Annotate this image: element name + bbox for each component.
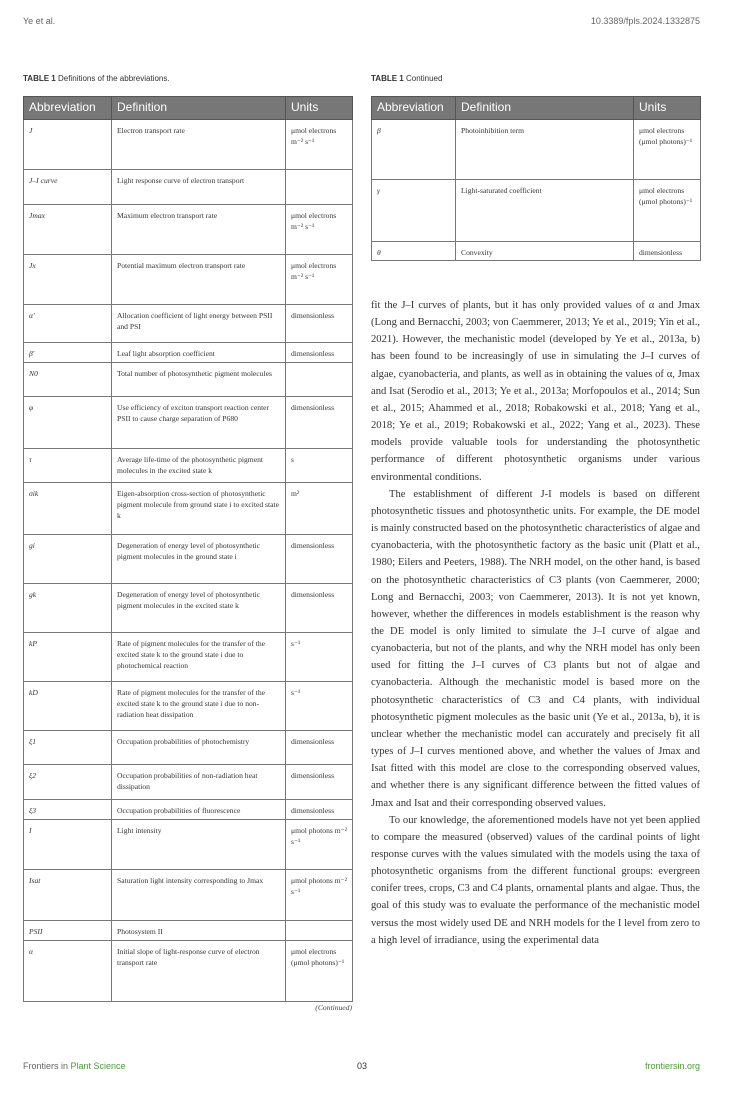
cell-definition: Use efficiency of exciton transport reaction center PSII to cause charge separation of P680	[112, 397, 286, 449]
cell-definition: Leaf light absorption coefficient	[112, 343, 286, 363]
table-row	[24, 765, 353, 800]
table-row	[24, 941, 353, 1002]
table-row	[24, 820, 353, 870]
table1-cont-caption	[371, 74, 442, 83]
cell-abbreviation: kP	[24, 633, 112, 682]
cell-abbreviation: J	[24, 120, 112, 170]
cell-definition: Light response curve of electron transport	[112, 170, 286, 205]
table1-cont-caption-label: TABLE 1	[371, 74, 404, 83]
cell-units: s⁻¹	[286, 682, 353, 731]
table1-caption-label: TABLE 1	[23, 74, 56, 83]
cell-units: dimensionless	[286, 535, 353, 584]
cell-units: dimensionless	[286, 765, 353, 800]
table-row	[24, 800, 353, 820]
cell-definition: Average life-time of the photosynthetic pigment molecules in the excited state k	[112, 449, 286, 483]
cell-abbreviation: Jmax	[24, 205, 112, 255]
cell-units: μmol electrons (μmol photons)⁻¹	[634, 180, 701, 242]
table-row	[24, 633, 353, 682]
footer-journal-prefix: Frontiers in	[23, 1061, 69, 1071]
cell-definition: Photoinhibition term	[456, 120, 634, 180]
cell-abbreviation: α′	[24, 305, 112, 343]
cell-units: μmol electrons (μmol photons)⁻¹	[634, 120, 701, 180]
cell-units	[286, 363, 353, 397]
cell-definition: Maximum electron transport rate	[112, 205, 286, 255]
cell-definition: Rate of pigment molecules for the transfer of the excited state k to the ground state i due to non-radiation heat dissipation	[112, 682, 286, 731]
cell-definition: Occupation probabilities of non-radiation heat dissipation	[112, 765, 286, 800]
cell-abbreviation: θ	[372, 242, 456, 261]
cell-units: dimensionless	[286, 731, 353, 765]
cell-units: dimensionless	[286, 397, 353, 449]
table-row	[372, 242, 701, 261]
table-row	[24, 870, 353, 921]
body-paragraph-3: To our knowledge, the aforementioned models have not yet been applied to compare the measured (observed) values of the cardinal points of light response curves with the values simulated with the models using the taxa of photosynthetic organisms from the different functional groups: evergreen conifer trees, crops, C3 and C4 plants, ornamental plants and algae. Thus, the goal of this study was to evaluate the performance of the mechanistic model versus the most widely used DE and NRH models for the I level from zero to a high level of irradiance, using the experimental data	[371, 814, 700, 946]
table-row	[24, 535, 353, 584]
body-text-column	[371, 297, 700, 1017]
cell-abbreviation: ξ3	[24, 800, 112, 820]
cell-units: m²	[286, 483, 353, 535]
cell-abbreviation: ξ1	[24, 731, 112, 765]
table-row	[24, 449, 353, 483]
cell-definition: Electron transport rate	[112, 120, 286, 170]
col-header-definition: Definition	[456, 97, 634, 120]
cell-abbreviation: σik	[24, 483, 112, 535]
cell-definition: Initial slope of light-response curve of electron transport rate	[112, 941, 286, 1002]
cell-abbreviation: β′	[24, 343, 112, 363]
cell-abbreviation: Jx	[24, 255, 112, 305]
cell-units: μmol photons m⁻² s⁻¹	[286, 820, 353, 870]
abbreviations-table	[23, 96, 353, 1002]
table1-caption	[23, 74, 170, 83]
cell-units: dimensionless	[286, 584, 353, 633]
col-header-units: Units	[286, 97, 353, 120]
cell-units: μmol electrons m⁻² s⁻¹	[286, 205, 353, 255]
cell-units: dimensionless	[634, 242, 701, 261]
cell-units: μmol electrons (μmol photons)⁻¹	[286, 941, 353, 1002]
cell-definition: Light-saturated coefficient	[456, 180, 634, 242]
cell-definition: Light intensity	[112, 820, 286, 870]
table-row	[24, 584, 353, 633]
cell-definition: Saturation light intensity corresponding to Jmax	[112, 870, 286, 921]
footer-journal-name: Plant Science	[70, 1061, 126, 1071]
table-row	[24, 483, 353, 535]
cell-abbreviation: Isat	[24, 870, 112, 921]
footer-journal	[23, 1061, 126, 1071]
cell-definition: Total number of photosynthetic pigment molecules	[112, 363, 286, 397]
cell-definition: Occupation probabilities of fluorescence	[112, 800, 286, 820]
cell-abbreviation: PSII	[24, 921, 112, 941]
table-row	[24, 170, 353, 205]
table1-cont-caption-title: Continued	[405, 74, 443, 83]
body-paragraph-2: The establishment of different J-I models is based on different photosynthetic tissues and photosynthetic units. For example, the DE model is mainly constructed based on the photosynthetic characteristics of algae and cyanobacteria, with the photosynthetic factory as the basic unit (Platt et al., 1980; Eilers and Peeters, 1988). The NRH model, on the other hand, is based on the photosynthetic characteristics of C3 plants (von Caemmerer, 2000; Long and Bernacchi, 2003; von Caemmerer, 2013). It is not yet known, however, whether the differences in models establishment is the reason why the DE model is only limited to simulate the J–I curve of algae and cyanobacteria, but not of the plants, and why the NRH model has only been used for fitting the J–I curves of C3 plants but not of algae and cyanobacteria. Although the mechanistic model is based more on the photosynthetic characteristics of C3 and C4 plants, with individual photosynthetic pigment molecules as the basic unit (Ye et al., 2013a, b), it is unclear whether the mechanistic model can accurately and precisely fit all types of J–I curves mentioned above, and whether the values of Jmax and Isat fitted with this model are close to the corresponding observed values, and whether there is any significant difference between the fitted values of Jmax and Isat and their corresponding observed values.	[371, 488, 700, 809]
cell-units: s⁻¹	[286, 633, 353, 682]
table1-caption-title: Definitions of the abbreviations.	[57, 74, 170, 83]
table-row	[24, 255, 353, 305]
table-row	[24, 363, 353, 397]
col-header-units: Units	[634, 97, 701, 120]
cell-definition: Photosystem II	[112, 921, 286, 941]
cell-definition: Degeneration of energy level of photosynthetic pigment molecules in the ground state i	[112, 535, 286, 584]
table-row	[24, 343, 353, 363]
table-row	[372, 180, 701, 242]
table-row	[24, 205, 353, 255]
table-row	[24, 120, 353, 170]
cell-units	[286, 921, 353, 941]
cell-abbreviation: kD	[24, 682, 112, 731]
col-header-definition: Definition	[112, 97, 286, 120]
cell-abbreviation: I	[24, 820, 112, 870]
table-header-row	[24, 97, 353, 120]
cell-abbreviation: τ	[24, 449, 112, 483]
cell-abbreviation: ξ2	[24, 765, 112, 800]
cell-units: μmol photons m⁻² s⁻¹	[286, 870, 353, 921]
table-row	[24, 305, 353, 343]
cell-abbreviation: φ	[24, 397, 112, 449]
table-row	[24, 682, 353, 731]
cell-abbreviation: gi	[24, 535, 112, 584]
body-paragraph-1: fit the J–I curves of plants, but it has only provided values of α and Jmax (Long and Bernacchi, 2003; von Caemmerer, 2013; Ye et al., 2019; Yin et al., 2021). However, the mechanistic model (developed by Ye et al., 2013a, b) has been found to be increasingly of use in simulating the J–I curves of algae, cyanobacteria, and plants, as well as in obtaining the values of α, Jmax and Isat (Serodio et al., 2013; Ye et al., 2013a; Morfopoulos et al., 2014; Sun et al., 2015; Ahammed et al., 2018; Robakowski et al., 2018; Yang et al., 2018; Ye et al., 2019; Robakowski et al., 2022; Yang et al., 2023). These models provide valuable tools for understanding the photosynthetic performance of different photosynthetic organisms under various environmental conditions.	[371, 300, 700, 483]
table-continued-note: (Continued)	[315, 1003, 352, 1012]
cell-definition: Eigen-absorption cross-section of photosynthetic pigment molecule from ground state i to excited state k	[112, 483, 286, 535]
cell-units: μmol electrons m⁻² s⁻¹	[286, 255, 353, 305]
cell-units: dimensionless	[286, 800, 353, 820]
cell-definition: Convexity	[456, 242, 634, 261]
cell-definition: Potential maximum electron transport rate	[112, 255, 286, 305]
table-row	[24, 921, 353, 941]
cell-units: s	[286, 449, 353, 483]
cell-abbreviation: N0	[24, 363, 112, 397]
cell-abbreviation: gk	[24, 584, 112, 633]
cell-abbreviation: α	[24, 941, 112, 1002]
running-header-doi[interactable]: 10.3389/fpls.2024.1332875	[590, 16, 700, 26]
cell-definition: Degeneration of energy level of photosynthetic pigment molecules in the excited state k	[112, 584, 286, 633]
col-header-abbreviation: Abbreviation	[372, 97, 456, 120]
cell-definition: Occupation probabilities of photochemistry	[112, 731, 286, 765]
table-row	[24, 397, 353, 449]
abbreviations-table-continued	[371, 96, 701, 261]
footer-site-link[interactable]: frontiersin.org	[644, 1061, 700, 1071]
cell-abbreviation: β	[372, 120, 456, 180]
cell-units: dimensionless	[286, 305, 353, 343]
cell-definition: Allocation coefficient of light energy between PSII and PSI	[112, 305, 286, 343]
cell-units: dimensionless	[286, 343, 353, 363]
cell-abbreviation: γ	[372, 180, 456, 242]
running-header-author: Ye et al.	[23, 16, 56, 26]
cell-definition: Rate of pigment molecules for the transfer of the excited state k to the ground state i due to photochemical reaction	[112, 633, 286, 682]
table-header-row	[372, 97, 701, 120]
cell-units	[286, 170, 353, 205]
col-header-abbreviation: Abbreviation	[24, 97, 112, 120]
table-row	[24, 731, 353, 765]
page-number: 03	[357, 1061, 368, 1071]
table-row	[372, 120, 701, 180]
cell-abbreviation: J–I curve	[24, 170, 112, 205]
cell-units: μmol electrons m⁻² s⁻¹	[286, 120, 353, 170]
